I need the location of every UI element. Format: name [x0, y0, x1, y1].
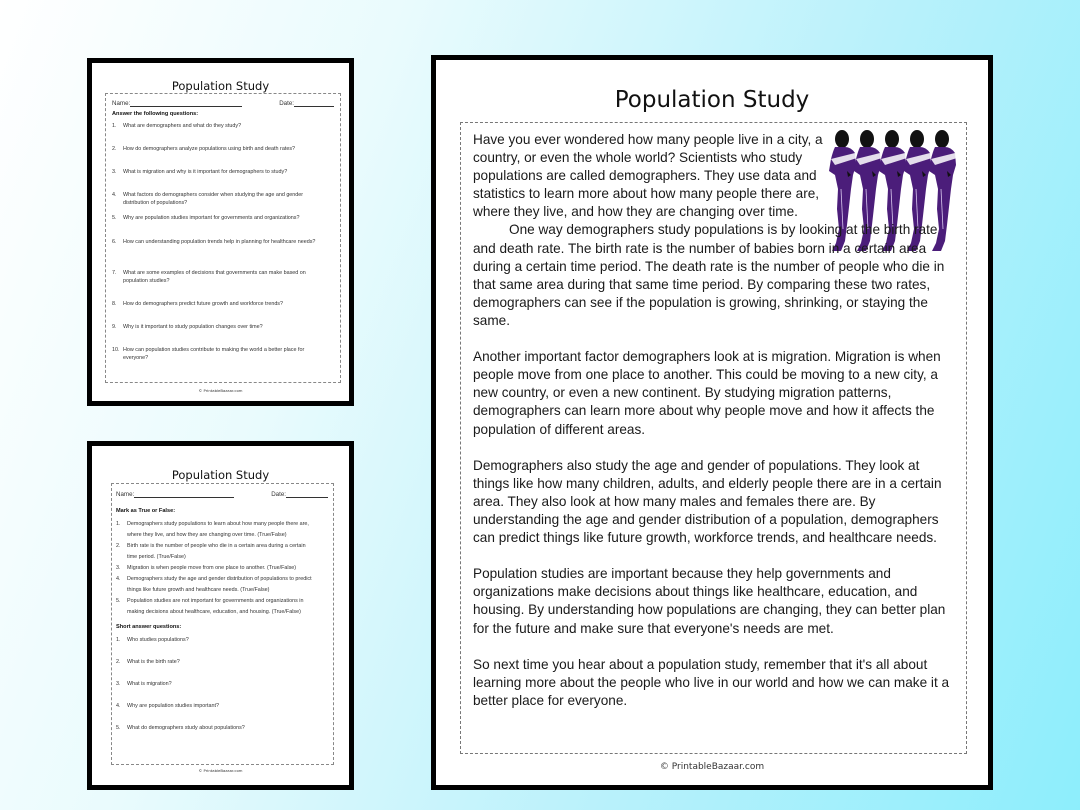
name-field[interactable]: Name: — [116, 491, 234, 498]
copyright-footer: © PrintableBazaar.com — [198, 388, 243, 393]
passage-paragraph-1: Have you ever wondered how many people live in a city, a country, or even the whole world? Scientists who study populations are called demographers. They use data and statistics to learn more about how many people there are, where they live, and how they are changing over time. — [473, 132, 823, 220]
true-false-item: 2. Birth rate is the number of people who die in a certain area during a certain time period. (True/False) — [116, 543, 306, 560]
question-item: 10. How can population studies contribute to making the world a better place for everyone? — [112, 347, 305, 361]
question-item: 6. How can understanding population trends help in planning for healthcare needs? — [112, 239, 316, 245]
true-false-item: 5. Population studies are not important for governments and organizations in making decisions about healthcare, education, and housing. (True/False) — [116, 598, 304, 615]
short-answer-heading: Short answer questions: — [116, 624, 182, 630]
short-answer-item: 1. Who studies populations? — [116, 637, 189, 643]
passage-paragraph-5: Population studies are important because they help governments and organizations make decisions about things like healthcare, education, and housing. By understanding how populations are changing, they can better plan for the future and make sure that everyone's needs are met. — [473, 566, 946, 636]
true-false-item: 4. Demographers study the age and gender distribution of populations to predict things like future growth and healthcare needs. (True/False) — [116, 576, 312, 593]
passage-body — [473, 131, 958, 728]
true-false-item: 3. Migration is when people move from one place to another. (True/False) — [116, 565, 297, 571]
passage-title: Population Study — [614, 87, 810, 113]
short-answer-item: 4. Why are population studies important? — [116, 703, 219, 709]
worksheet-true-false-page — [87, 441, 354, 790]
question-item: 9. Why is it important to study population changes over time? — [112, 324, 263, 330]
question-item: 5. Why are population studies important for governments and organizations? — [112, 215, 300, 221]
worksheet-questions-page — [87, 58, 354, 406]
question-item: 1. What are demographers and what do they study? — [112, 123, 242, 129]
questions-heading: Answer the following questions: — [112, 111, 199, 117]
date-field[interactable]: Date: — [271, 491, 328, 498]
reading-passage-page — [431, 55, 993, 790]
short-answer-item: 5. What do demographers study about populations? — [116, 725, 245, 731]
copyright-footer: © PrintableBazaar.com — [659, 762, 765, 772]
true-false-item: 1. Demographers study populations to learn about how many people there are, where they live, and how they are changing over time. (True/False) — [116, 521, 309, 538]
name-field[interactable]: Name: — [112, 100, 242, 107]
name-date-row — [112, 100, 334, 107]
copyright-footer: © PrintableBazaar.com — [198, 768, 243, 773]
short-answer-item: 3. What is migration? — [116, 681, 172, 687]
question-item: 3. What is migration and why is it important for demographers to study? — [112, 169, 288, 175]
question-item: 4. What factors do demographers consider when studying the age and gender distribution of populations? — [112, 192, 304, 206]
passage-paragraph-4: Demographers also study the age and gender of populations. They look at things like how many children, adults, and elderly people there are in a certain area. They also look at how many males and females there are. By understanding the age and gender distribution of a population, demographers can predict things like future growth, workforce trends, and healthcare needs. — [473, 457, 942, 546]
short-answer-item: 2. What is the birth rate? — [116, 659, 180, 665]
question-item: 8. How do demographers predict future growth and workforce trends? — [112, 301, 284, 307]
passage-paragraph-2: One way demographers study populations is by looking at the birth rate and death rate. The birth rate is the number of babies born in a certain area during a certain time period. The death rate is the number of people who die in that same area during that same time period. By comparing these two rates, demographers can see if the population is growing, shrinking, or staying the same. — [473, 222, 945, 328]
passage-paragraph-3: Another important factor demographers look at is migration. Migration is when people move from one place to another. This could be moving to a new city, a new country, or even a new continent. By studying migration patterns, demographers can learn more about why people move and how it affects the population of different areas. — [473, 349, 941, 437]
passage-paragraph-6: So next time you hear about a population study, remember that it's all about learning more about the people who live in our world and how we can make it a better place for everyone. — [473, 656, 950, 708]
name-date-row — [116, 491, 328, 498]
true-false-heading: Mark as True or False: — [116, 508, 176, 514]
question-item: 2. How do demographers analyze populations using birth and death rates? — [112, 146, 296, 152]
date-field[interactable]: Date: — [279, 100, 334, 107]
question-item: 7. What are some examples of decisions that governments can make based on population studies? — [112, 270, 306, 284]
worksheet-content-box — [105, 93, 341, 383]
worksheet-title: Population Study — [171, 79, 270, 93]
worksheet-title: Population Study — [171, 468, 270, 482]
